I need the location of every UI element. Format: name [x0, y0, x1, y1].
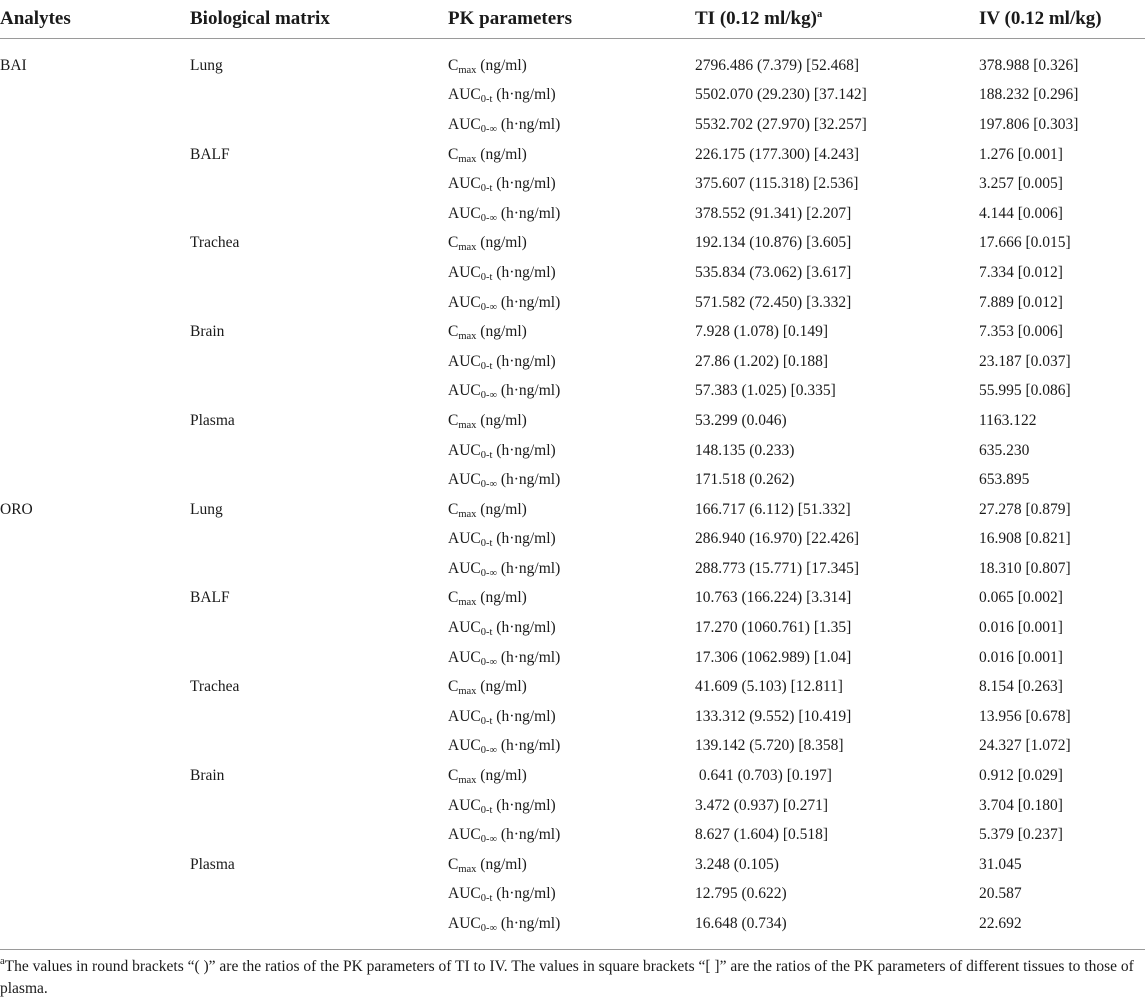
- pk-parameter-cell: [448, 672, 695, 702]
- matrix-cell: Brain: [190, 323, 225, 341]
- pk-parameter-name: AUC: [448, 796, 481, 814]
- matrix-cell: BALF: [190, 589, 230, 607]
- pk-parameter-subscript: max: [458, 775, 477, 787]
- pk-parameter-subscript: 0-∞: [480, 123, 497, 135]
- pk-parameter-subscript: 0-t: [480, 715, 493, 727]
- header-pk-parameters: PK parameters: [448, 0, 695, 39]
- iv-value-cell: 653.895: [979, 471, 1030, 489]
- footnote-marker: a: [0, 955, 5, 967]
- pk-parameter-name: AUC: [448, 175, 481, 193]
- pk-parameter-subscript: 0-t: [480, 893, 493, 905]
- table-row: [0, 347, 1145, 377]
- table-row: [0, 258, 1145, 288]
- iv-value-cell: 24.327 [1.072]: [979, 737, 1071, 755]
- matrix-cell: [190, 732, 448, 762]
- pk-parameter-subscript: max: [458, 686, 477, 698]
- pk-parameter-unit: (h·ng/ml): [496, 115, 561, 133]
- pk-parameter-subscript: 0-∞: [480, 212, 497, 224]
- pk-parameter-unit: (h·ng/ml): [496, 293, 561, 311]
- ti-value-cell: 166.717 (6.112) [51.332]: [695, 500, 851, 518]
- analyte-cell: [0, 850, 190, 880]
- table-row: [0, 436, 1145, 466]
- pk-parameter-subscript: 0-∞: [480, 567, 497, 579]
- pk-parameter-name: C: [448, 855, 459, 873]
- matrix-cell: [190, 81, 448, 111]
- iv-value-cell: 17.666 [0.015]: [979, 234, 1071, 252]
- pk-parameter-cell: [448, 347, 695, 377]
- iv-value-cell: 22.692: [979, 915, 1022, 933]
- ti-value-cell: 8.627 (1.604) [0.518]: [695, 826, 829, 844]
- iv-value-cell: 3.257 [0.005]: [979, 175, 1063, 193]
- pk-parameter-unit: (h·ng/ml): [496, 559, 561, 577]
- matrix-cell: [190, 110, 448, 140]
- pk-parameter-subscript: 0-∞: [480, 479, 497, 491]
- pk-parameter-subscript: 0-t: [480, 360, 493, 372]
- pk-parameter-cell: [448, 288, 695, 318]
- pk-parameter-unit: (h·ng/ml): [496, 648, 561, 666]
- pk-parameter-subscript: 0-t: [480, 183, 493, 195]
- pk-parameter-cell: [448, 613, 695, 643]
- table-body: [0, 39, 1145, 950]
- pk-parameter-subscript: 0-∞: [480, 301, 497, 313]
- ti-value-cell: 5532.702 (27.970) [32.257]: [695, 115, 867, 133]
- header-row: [0, 0, 1145, 39]
- ti-value-cell: 53.299 (0.046): [695, 411, 787, 429]
- analyte-cell: [0, 820, 190, 850]
- pk-parameter-subscript: 0-∞: [480, 745, 497, 757]
- pk-parameter-unit: (h·ng/ml): [496, 382, 561, 400]
- pk-parameter-unit: (ng/ml): [476, 855, 527, 873]
- iv-value-cell: 7.353 [0.006]: [979, 323, 1063, 341]
- pk-parameter-subscript: max: [458, 331, 477, 343]
- pk-parameter-unit: (h·ng/ml): [492, 796, 556, 814]
- pk-parameter-unit: (ng/ml): [476, 411, 527, 429]
- pk-parameter-subscript: 0-t: [480, 538, 493, 550]
- pk-parameter-name: AUC: [448, 352, 481, 370]
- pk-parameter-cell: [448, 317, 695, 347]
- table-row: [0, 229, 1145, 259]
- analyte-cell: [0, 554, 190, 584]
- analyte-cell: [0, 258, 190, 288]
- pk-parameter-subscript: 0-t: [480, 94, 493, 106]
- pk-parameter-unit: (ng/ml): [476, 767, 527, 785]
- pk-parameter-subscript: max: [458, 64, 477, 76]
- table-row: [0, 377, 1145, 407]
- table-row: [0, 288, 1145, 318]
- pk-parameter-cell: [448, 406, 695, 436]
- ti-value-cell: 41.609 (5.103) [12.811]: [695, 678, 843, 696]
- analyte-cell: ORO: [0, 500, 33, 518]
- ti-value-cell: 535.834 (73.062) [3.617]: [695, 263, 852, 281]
- pk-parameter-cell: [448, 525, 695, 555]
- table-row: [0, 140, 1145, 170]
- iv-value-cell: 55.995 [0.086]: [979, 382, 1071, 400]
- analyte-cell: [0, 436, 190, 466]
- pk-parameter-cell: [448, 495, 695, 525]
- pk-parameter-name: AUC: [448, 737, 481, 755]
- table-row: [0, 613, 1145, 643]
- pk-parameter-cell: [448, 702, 695, 732]
- pk-parameter-cell: [448, 377, 695, 407]
- iv-value-cell: 1.276 [0.001]: [979, 145, 1063, 163]
- iv-value-cell: 31.045: [979, 855, 1022, 873]
- ti-value-cell: 12.795 (0.622): [695, 885, 787, 903]
- ti-value-cell: 286.940 (16.970) [22.426]: [695, 530, 860, 548]
- ti-value-cell: 5502.070 (29.230) [37.142]: [695, 86, 867, 104]
- iv-value-cell: 7.889 [0.012]: [979, 293, 1063, 311]
- pk-parameter-subscript: max: [458, 863, 477, 875]
- pk-parameter-name: AUC: [448, 441, 481, 459]
- matrix-cell: [190, 525, 448, 555]
- pk-parameter-unit: (h·ng/ml): [492, 175, 556, 193]
- ti-value-cell: 17.306 (1062.989) [1.04]: [695, 648, 852, 666]
- table-row: [0, 672, 1145, 702]
- ti-value-cell: 288.773 (15.771) [17.345]: [695, 559, 860, 577]
- pk-parameter-name: AUC: [448, 707, 481, 725]
- matrix-cell: [190, 436, 448, 466]
- table-row: [0, 169, 1145, 199]
- ti-value-cell: 17.270 (1060.761) [1.35]: [695, 619, 852, 637]
- ti-value-cell: 226.175 (177.300) [4.243]: [695, 145, 860, 163]
- pk-parameter-cell: [448, 436, 695, 466]
- pk-parameter-cell: [448, 199, 695, 229]
- analyte-cell: [0, 643, 190, 673]
- iv-value-cell: 3.704 [0.180]: [979, 796, 1063, 814]
- analyte-cell: [0, 288, 190, 318]
- matrix-cell: [190, 347, 448, 377]
- pk-parameter-subscript: 0-∞: [480, 390, 497, 402]
- pk-parameter-name: C: [448, 411, 459, 429]
- iv-value-cell: 20.587: [979, 885, 1022, 903]
- analyte-cell: [0, 584, 190, 614]
- pk-parameter-name: C: [448, 589, 459, 607]
- matrix-cell: [190, 377, 448, 407]
- pk-parameter-subscript: max: [458, 597, 477, 609]
- analyte-cell: [0, 377, 190, 407]
- header-ti-label: TI (0.12 ml/kg): [695, 8, 817, 29]
- pk-parameter-name: AUC: [448, 263, 481, 281]
- pk-parameter-cell: [448, 909, 695, 949]
- pk-parameter-subscript: max: [458, 153, 477, 165]
- matrix-cell: [190, 613, 448, 643]
- analyte-cell: [0, 761, 190, 791]
- matrix-cell: BALF: [190, 145, 230, 163]
- ti-value-cell: 378.552 (91.341) [2.207]: [695, 204, 852, 222]
- pk-parameter-name: AUC: [448, 471, 481, 489]
- pk-parameter-cell: [448, 643, 695, 673]
- ti-value-cell: 571.582 (72.450) [3.332]: [695, 293, 852, 311]
- analyte-cell: [0, 465, 190, 495]
- footnote-text: The values in round brackets “( )” are the ratios of the PK parameters of TI to IV. The values in square brackets “[ ]” are the ratios of the PK parameters of different tissues to those of plasma.: [0, 957, 1134, 997]
- pk-parameter-cell: [448, 820, 695, 850]
- matrix-cell: Trachea: [190, 678, 240, 696]
- iv-value-cell: 0.016 [0.001]: [979, 619, 1063, 637]
- pk-parameter-subscript: max: [458, 242, 477, 254]
- ti-value-cell: 16.648 (0.734): [695, 915, 787, 933]
- analyte-cell: [0, 81, 190, 111]
- header-iv: IV (0.12 ml/kg): [979, 0, 1145, 39]
- analyte-cell: BAI: [0, 56, 27, 74]
- pk-parameter-subscript: 0-∞: [480, 656, 497, 668]
- pk-parameter-cell: [448, 880, 695, 910]
- pk-parameter-cell: [448, 258, 695, 288]
- ti-value-cell: 171.518 (0.262): [695, 471, 795, 489]
- matrix-cell: [190, 820, 448, 850]
- matrix-cell: [190, 880, 448, 910]
- ti-value-cell: 57.383 (1.025) [0.335]: [695, 382, 836, 400]
- analyte-cell: [0, 169, 190, 199]
- pk-parameter-subscript: 0-t: [480, 271, 493, 283]
- iv-value-cell: 27.278 [0.879]: [979, 500, 1071, 518]
- pk-parameter-name: AUC: [448, 530, 481, 548]
- matrix-cell: [190, 554, 448, 584]
- ti-value-cell: 139.142 (5.720) [8.358]: [695, 737, 844, 755]
- pk-parameter-unit: (h·ng/ml): [492, 86, 556, 104]
- table-row: [0, 880, 1145, 910]
- pk-parameter-cell: [448, 554, 695, 584]
- pk-parameter-cell: [448, 465, 695, 495]
- pk-parameter-unit: (h·ng/ml): [492, 619, 556, 637]
- analyte-cell: [0, 406, 190, 436]
- ti-value-cell: 192.134 (10.876) [3.605]: [695, 234, 852, 252]
- pk-parameter-subscript: 0-∞: [480, 834, 497, 846]
- pk-parameter-unit: (ng/ml): [476, 500, 527, 518]
- matrix-cell: [190, 199, 448, 229]
- pk-parameter-unit: (ng/ml): [476, 589, 527, 607]
- ti-value-cell: 148.135 (0.233): [695, 441, 795, 459]
- pk-parameter-name: AUC: [448, 648, 481, 666]
- pk-parameter-name: C: [448, 767, 459, 785]
- pk-parameter-cell: [448, 110, 695, 140]
- matrix-cell: [190, 643, 448, 673]
- header-ti-footnote-marker: a: [816, 9, 823, 20]
- pk-parameter-name: C: [448, 323, 459, 341]
- analyte-cell: [0, 347, 190, 377]
- matrix-cell: Brain: [190, 767, 225, 785]
- pk-parameter-unit: (ng/ml): [476, 56, 527, 74]
- iv-value-cell: 4.144 [0.006]: [979, 204, 1063, 222]
- table-row: [0, 909, 1145, 949]
- pk-parameter-cell: [448, 584, 695, 614]
- iv-value-cell: 1163.122: [979, 411, 1037, 429]
- pk-parameter-name: AUC: [448, 115, 481, 133]
- table-row: [0, 525, 1145, 555]
- header-ti: [695, 0, 979, 39]
- pk-parameter-unit: (ng/ml): [476, 323, 527, 341]
- analyte-cell: [0, 229, 190, 259]
- pk-parameter-name: AUC: [448, 204, 481, 222]
- pk-parameter-cell: [448, 850, 695, 880]
- pk-parameter-unit: (h·ng/ml): [492, 707, 556, 725]
- pk-parameter-name: AUC: [448, 885, 481, 903]
- iv-value-cell: 197.806 [0.303]: [979, 115, 1079, 133]
- pk-parameter-name: C: [448, 234, 459, 252]
- ti-value-cell: 2796.486 (7.379) [52.468]: [695, 56, 860, 74]
- pk-parameter-name: AUC: [448, 382, 481, 400]
- ti-value-cell: 10.763 (166.224) [3.314]: [695, 589, 852, 607]
- iv-value-cell: 378.988 [0.326]: [979, 56, 1079, 74]
- pk-parameter-name: AUC: [448, 915, 481, 933]
- pk-parameter-unit: (ng/ml): [476, 234, 527, 252]
- iv-value-cell: 23.187 [0.037]: [979, 352, 1071, 370]
- iv-value-cell: 13.956 [0.678]: [979, 707, 1071, 725]
- ti-value-cell: 3.472 (0.937) [0.271]: [695, 796, 829, 814]
- ti-value-cell: 27.86 (1.202) [0.188]: [695, 352, 829, 370]
- matrix-cell: [190, 702, 448, 732]
- analyte-cell: [0, 732, 190, 762]
- pk-parameter-name: C: [448, 56, 459, 74]
- table-row: [0, 732, 1145, 762]
- pk-parameter-unit: (h·ng/ml): [496, 737, 561, 755]
- table-row: [0, 643, 1145, 673]
- matrix-cell: [190, 258, 448, 288]
- header-analytes: Analytes: [0, 0, 190, 39]
- pk-parameter-subscript: max: [458, 508, 477, 520]
- analyte-cell: [0, 140, 190, 170]
- table-row: [0, 761, 1145, 791]
- analyte-cell: [0, 672, 190, 702]
- analyte-cell: [0, 702, 190, 732]
- table-row: [0, 39, 1145, 81]
- analyte-cell: [0, 199, 190, 229]
- pk-parameter-unit: (ng/ml): [476, 678, 527, 696]
- pk-parameter-cell: [448, 791, 695, 821]
- analyte-cell: [0, 525, 190, 555]
- ti-value-cell: 7.928 (1.078) [0.149]: [695, 323, 829, 341]
- pk-parameter-unit: (h·ng/ml): [492, 441, 556, 459]
- matrix-cell: [190, 465, 448, 495]
- table-row: [0, 110, 1145, 140]
- pk-parameter-unit: (h·ng/ml): [496, 204, 561, 222]
- pk-parameter-subscript: max: [458, 419, 477, 431]
- analyte-cell: [0, 909, 190, 949]
- pk-parameter-cell: [448, 732, 695, 762]
- matrix-cell: [190, 909, 448, 949]
- analyte-cell: [0, 880, 190, 910]
- matrix-cell: [190, 169, 448, 199]
- pk-parameter-unit: (h·ng/ml): [492, 352, 556, 370]
- pk-parameter-name: AUC: [448, 86, 481, 104]
- table-row: [0, 81, 1145, 111]
- pk-parameter-name: AUC: [448, 559, 481, 577]
- pk-parameter-cell: [448, 761, 695, 791]
- pk-parameter-unit: (h·ng/ml): [496, 826, 561, 844]
- matrix-cell: Lung: [190, 500, 223, 518]
- iv-value-cell: 0.912 [0.029]: [979, 767, 1063, 785]
- ti-value-cell: 375.607 (115.318) [2.536]: [695, 175, 859, 193]
- table-row: [0, 554, 1145, 584]
- table-row: [0, 465, 1145, 495]
- pk-parameter-cell: [448, 169, 695, 199]
- pk-parameter-subscript: 0-∞: [480, 923, 497, 935]
- pk-parameter-cell: [448, 39, 695, 81]
- pk-parameter-name: AUC: [448, 293, 481, 311]
- pk-parameter-cell: [448, 81, 695, 111]
- matrix-cell: Trachea: [190, 234, 240, 252]
- table-row: [0, 702, 1145, 732]
- table-header: [0, 0, 1145, 39]
- pk-parameter-cell: [448, 140, 695, 170]
- analyte-cell: [0, 791, 190, 821]
- table-row: [0, 791, 1145, 821]
- iv-value-cell: 0.016 [0.001]: [979, 648, 1063, 666]
- pk-parameter-name: C: [448, 678, 459, 696]
- pk-parameter-name: C: [448, 500, 459, 518]
- pk-parameter-name: AUC: [448, 619, 481, 637]
- table-row: [0, 317, 1145, 347]
- pk-parameter-unit: (h·ng/ml): [496, 915, 561, 933]
- iv-value-cell: 16.908 [0.821]: [979, 530, 1071, 548]
- iv-value-cell: 0.065 [0.002]: [979, 589, 1063, 607]
- matrix-cell: Plasma: [190, 855, 235, 873]
- pk-parameter-unit: (h·ng/ml): [492, 263, 556, 281]
- pk-parameter-unit: (ng/ml): [476, 145, 527, 163]
- pk-parameter-cell: [448, 229, 695, 259]
- matrix-cell: [190, 288, 448, 318]
- matrix-cell: [190, 791, 448, 821]
- iv-value-cell: 188.232 [0.296]: [979, 86, 1079, 104]
- table-row: [0, 495, 1145, 525]
- table-row: [0, 584, 1145, 614]
- iv-value-cell: 7.334 [0.012]: [979, 263, 1063, 281]
- analyte-cell: [0, 613, 190, 643]
- iv-value-cell: 5.379 [0.237]: [979, 826, 1063, 844]
- analyte-cell: [0, 110, 190, 140]
- table-row: [0, 199, 1145, 229]
- pk-parameter-subscript: 0-t: [480, 627, 493, 639]
- pk-parameter-subscript: 0-t: [480, 449, 493, 461]
- ti-value-cell: 0.641 (0.703) [0.197]: [695, 767, 832, 785]
- analyte-cell: [0, 317, 190, 347]
- iv-value-cell: 18.310 [0.807]: [979, 559, 1071, 577]
- iv-value-cell: 8.154 [0.263]: [979, 678, 1063, 696]
- matrix-cell: Lung: [190, 56, 223, 74]
- pk-parameter-unit: (h·ng/ml): [496, 471, 561, 489]
- table-row: [0, 820, 1145, 850]
- iv-value-cell: 635.230: [979, 441, 1030, 459]
- ti-value-cell: 133.312 (9.552) [10.419]: [695, 707, 852, 725]
- table-row: [0, 850, 1145, 880]
- pk-parameter-name: C: [448, 145, 459, 163]
- header-biological-matrix: Biological matrix: [190, 0, 448, 39]
- table-footnote: [0, 956, 1145, 1000]
- ti-value-cell: 3.248 (0.105): [695, 855, 779, 873]
- pk-parameter-unit: (h·ng/ml): [492, 885, 556, 903]
- pk-parameter-name: AUC: [448, 826, 481, 844]
- matrix-cell: Plasma: [190, 411, 235, 429]
- table-row: [0, 406, 1145, 436]
- pk-parameter-unit: (h·ng/ml): [492, 530, 556, 548]
- pk-parameter-subscript: 0-t: [480, 804, 493, 816]
